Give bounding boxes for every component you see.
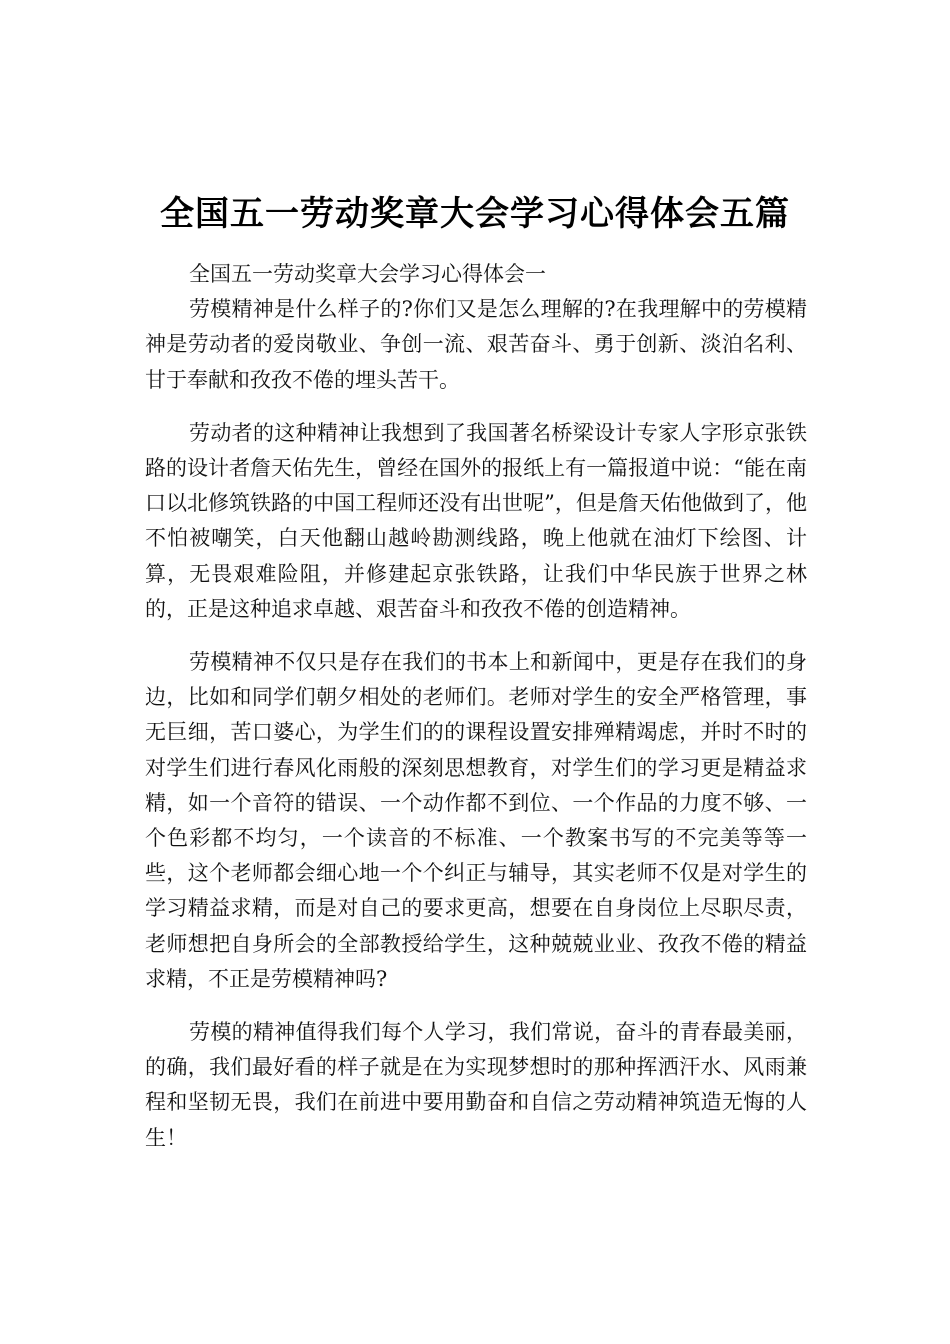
paragraph-1: 劳模精神是什么样子的?你们又是怎么理解的?在我理解中的劳模精神是劳动者的爱岗敬业、争创一流、艰苦奋斗、勇于创新、淡泊名利、甘于奉献和孜孜不倦的埋头苦干。 xyxy=(145,297,807,392)
document-body xyxy=(145,257,807,1156)
paragraph-2: 劳动者的这种精神让我想到了我国著名桥梁设计专家人字形京张铁路的设计者詹天佑先生，曾经在国外的报纸上有一篇报道中说：“能在南口以北修筑铁路的中国工程师还没有出世呢”，但是詹天佑他做到了，他不怕被嘲笑，白天他翻山越岭勘测线路，晚上他就在油灯下绘图、计算，无畏艰难险阻，并修建起京张铁路，让我们中华民族于世界之林的，正是这种追求卓越、艰苦奋斗和孜孜不倦的创造精神。 xyxy=(145,420,807,621)
section-heading: 全国五一劳动奖章大会学习心得体会一 xyxy=(189,262,546,286)
paragraph-3: 劳模精神不仅只是存在我们的书本上和新闻中，更是存在我们的身边，比如和同学们朝夕相处的老师们。老师对学生的安全严格管理，事无巨细，苦口婆心，为学生们的的课程设置安排殚精竭虑，并时不时的对学生们进行春风化雨般的深刻思想教育，对学生们的学习更是精益求精，如一个音符的错误、一个动作都不到位、一个作品的力度不够、一个色彩都不均匀，一个读音的不标准、一个教案书写的不完美等等一些，这个老师都会细心地一个个纠正与辅导，其实老师不仅是对学生的学习精益求精，而是对自己的要求更高，想要在自身岗位上尽职尽责，老师想把自身所会的全部教授给学生，这种兢兢业业、孜孜不倦的精益求精，不正是劳模精神吗? xyxy=(145,650,807,991)
paragraph-4: 劳模的精神值得我们每个人学习，我们常说，奋斗的青春最美丽，的确，我们最好看的样子就是在为实现梦想时的那种挥洒汗水、风雨兼程和坚韧无畏，我们在前进中要用勤奋和自信之劳动精神筑造无悔的人生！ xyxy=(145,1020,807,1150)
document-title: 全国五一劳动奖章大会学习心得体会五篇 xyxy=(160,194,790,234)
